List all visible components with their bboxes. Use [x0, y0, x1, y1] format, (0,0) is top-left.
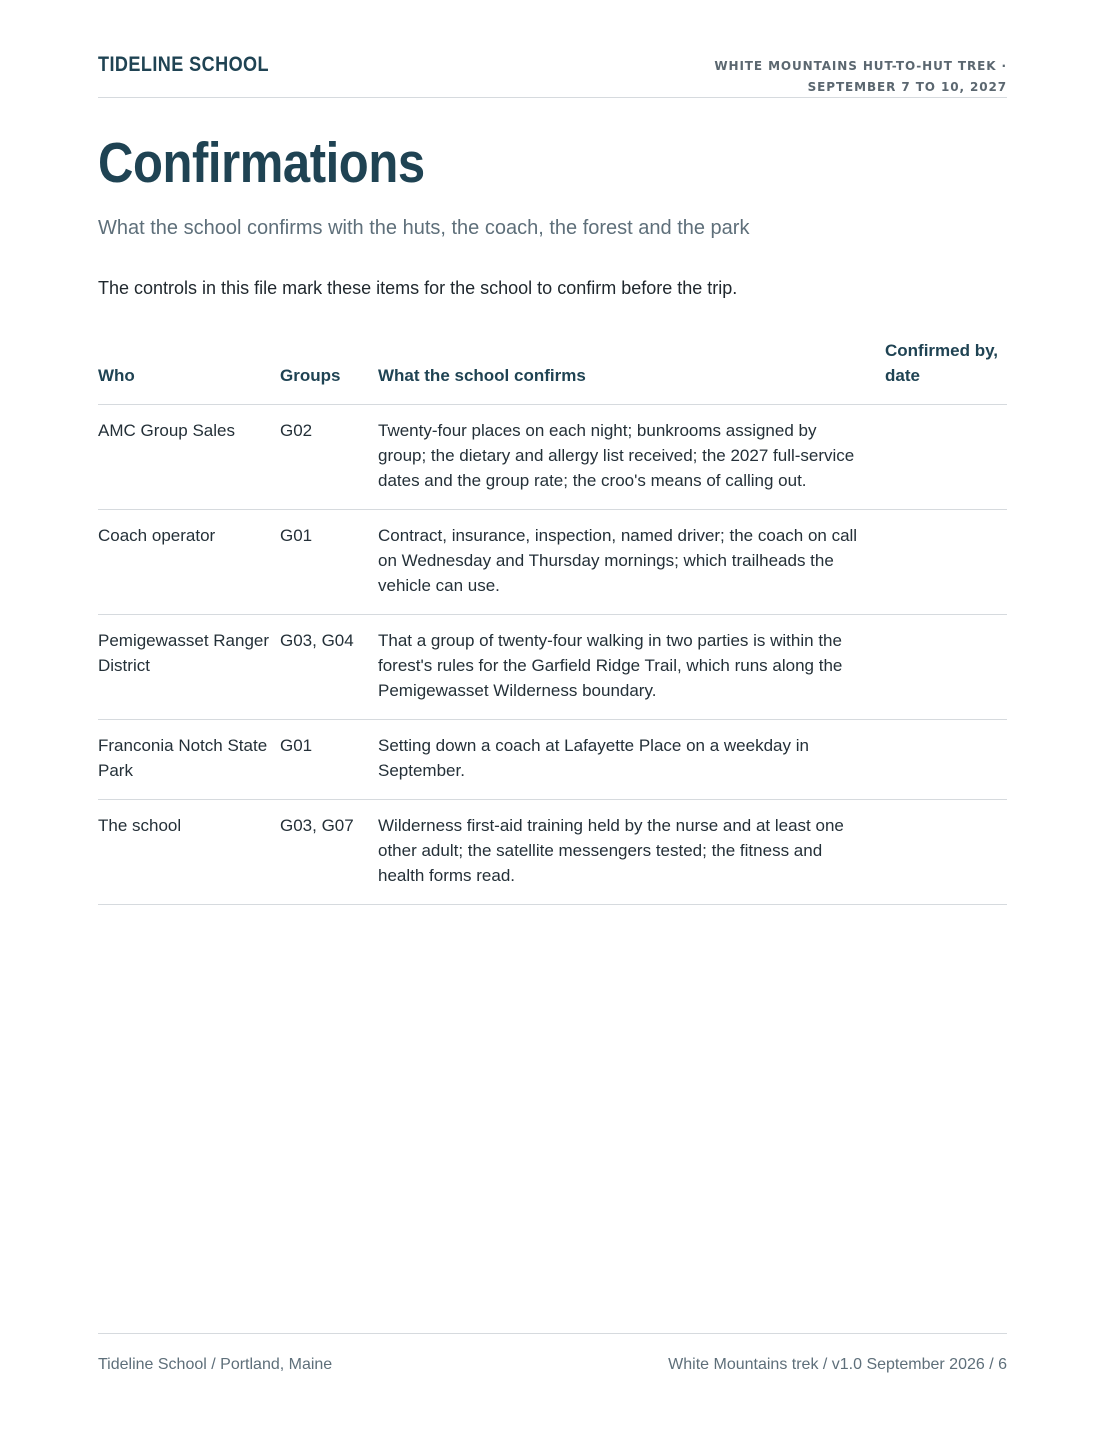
cell-confirmed	[885, 800, 1007, 905]
cell-confirmed	[885, 615, 1007, 720]
intro-paragraph: The controls in this file mark these items for the school to confirm before the trip.	[98, 278, 738, 298]
cell-groups: G02	[280, 405, 378, 510]
cell-who: AMC Group Sales	[98, 405, 280, 510]
table-row	[98, 615, 1007, 720]
page-footer	[98, 1333, 1007, 1384]
confirmations-table	[98, 338, 1007, 905]
page-subtitle: What the school confirms with the huts, the coach, the forest and the park	[98, 217, 750, 239]
trip-heading-line1: WHITE MOUNTAINS HUT-TO-HUT TREK ·	[714, 59, 1007, 73]
table-row	[98, 720, 1007, 800]
cell-what: That a group of twenty-four walking in two parties is within the forest's rules for the Garfield Ridge Trail, which runs along the Pemigewasset Wilderness boundary.	[378, 615, 885, 720]
cell-who: Coach operator	[98, 510, 280, 615]
trip-heading	[714, 56, 1007, 98]
cell-confirmed	[885, 510, 1007, 615]
cell-who: Franconia Notch State Park	[98, 720, 280, 800]
table-row	[98, 405, 1007, 510]
trip-heading-line2: SEPTEMBER 7 TO 10, 2027	[807, 80, 1007, 94]
cell-groups: G01	[280, 510, 378, 615]
cell-what: Setting down a coach at Lafayette Place on a weekday in September.	[378, 720, 885, 800]
cell-groups: G01	[280, 720, 378, 800]
cell-groups: G03, G04	[280, 615, 378, 720]
column-header-who: Who	[98, 338, 280, 405]
column-header-what: What the school confirms	[378, 338, 885, 405]
cell-what: Contract, insurance, inspection, named driver; the coach on call on Wednesday and Thursday mornings; which trailheads the vehicle can use.	[378, 510, 885, 615]
cell-what: Twenty-four places on each night; bunkrooms assigned by group; the dietary and allergy list received; the 2027 full-service dates and the group rate; the croo's means of calling out.	[378, 405, 885, 510]
cell-groups: G03, G07	[280, 800, 378, 905]
school-brand: TIDELINE SCHOOL	[98, 53, 270, 76]
cell-who: Pemigewasset Ranger District	[98, 615, 280, 720]
cell-confirmed	[885, 405, 1007, 510]
table-row	[98, 800, 1007, 905]
cell-who: The school	[98, 800, 280, 905]
page-header	[98, 52, 1007, 98]
cell-confirmed	[885, 720, 1007, 800]
cell-what: Wilderness first-aid training held by the nurse and at least one other adult; the satellite messengers tested; the fitness and health forms read.	[378, 800, 885, 905]
document-page	[98, 0, 1007, 1430]
column-header-confirmed: Confirmed by, date	[885, 338, 1007, 405]
table-row	[98, 510, 1007, 615]
page-title: Confirmations	[98, 131, 425, 195]
column-header-groups: Groups	[280, 338, 378, 405]
footer-school: Tideline School / Portland, Maine	[98, 1356, 333, 1373]
footer-page-info: White Mountains trek / v1.0 September 2026 / 6	[668, 1356, 1007, 1373]
table-header-row	[98, 338, 1007, 405]
